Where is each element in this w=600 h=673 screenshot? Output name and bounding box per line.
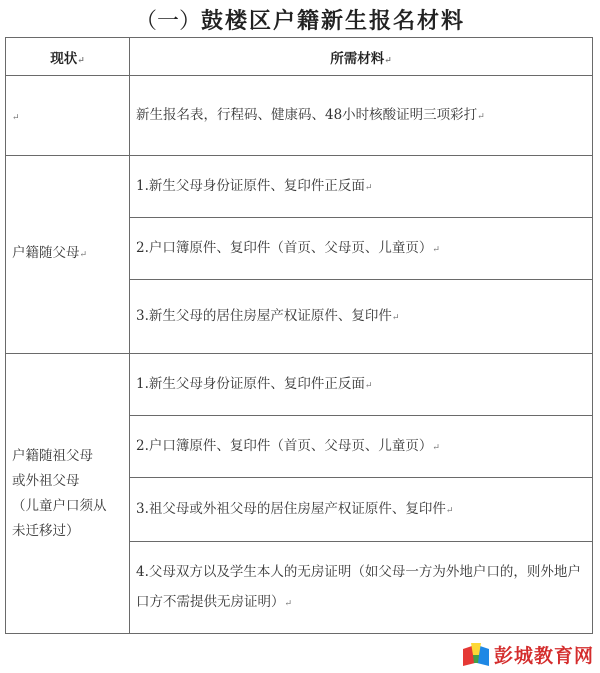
- page-title: [0, 4, 600, 35]
- material-item: 2.户口簿原件、复印件（首页、父母页、儿童页）↵: [130, 218, 593, 280]
- paragraph-mark: ↵: [12, 112, 20, 123]
- material-item: 3.新生父母的居住房屋产权证原件、复印件↵: [130, 280, 593, 354]
- header-status: 现状↵: [6, 38, 130, 76]
- table-row: [6, 354, 593, 416]
- status-line: 未迁移过）: [12, 522, 80, 539]
- table-row: [6, 76, 593, 156]
- paragraph-mark: ↵: [284, 598, 293, 609]
- paragraph-mark: ↵: [79, 250, 88, 260]
- title-prefix: （一）: [134, 9, 201, 34]
- material-item: 新生报名表，行程码、健康码、48小时核酸证明三项彩打↵: [130, 76, 593, 156]
- material-item: 1.新生父母身份证原件、复印件正反面↵: [130, 354, 593, 416]
- status-line: （儿童户口须从: [12, 497, 107, 514]
- status-cell-with-grandparents: [6, 354, 130, 634]
- status-cell-with-parents: 户籍随父母↵: [6, 156, 130, 354]
- paragraph-mark: ↵: [432, 442, 440, 453]
- paragraph-mark: ↵: [391, 312, 400, 323]
- material-item: 4.父母双方以及学生本人的无房证明（如父母一方为外地户口的，则外地户口方不需提供无房证明）↵: [130, 542, 593, 634]
- status-cell-empty: [6, 76, 130, 156]
- paragraph-mark: ↵: [364, 380, 373, 391]
- colorful-book-icon: [461, 641, 491, 667]
- header-materials: 所需材料↵: [130, 38, 593, 76]
- material-item: 2.户口簿原件、复印件（首页、父母页、儿童页）↵: [130, 416, 593, 478]
- paragraph-mark: ↵: [477, 111, 485, 122]
- material-item: 3.祖父母或外祖父母的居住房屋产权证原件、复印件↵: [130, 478, 593, 542]
- paragraph-mark: ↵: [432, 244, 440, 255]
- status-line: 户籍随祖父母: [12, 447, 93, 464]
- material-item: 1.新生父母身份证原件、复印件正反面↵: [130, 156, 593, 218]
- paragraph-mark: ↵: [77, 55, 85, 66]
- table-header-row: [6, 38, 593, 76]
- paragraph-mark: ↵: [445, 505, 454, 516]
- watermark-text: 彭城教育网: [493, 644, 594, 667]
- materials-table: [5, 37, 593, 634]
- site-watermark: [461, 639, 594, 669]
- paragraph-mark: ↵: [364, 182, 373, 193]
- paragraph-mark: ↵: [384, 55, 392, 66]
- table-row: [6, 156, 593, 218]
- status-line: 或外祖父母: [12, 472, 80, 489]
- title-text: 鼓楼区户籍新生报名材料: [201, 8, 466, 34]
